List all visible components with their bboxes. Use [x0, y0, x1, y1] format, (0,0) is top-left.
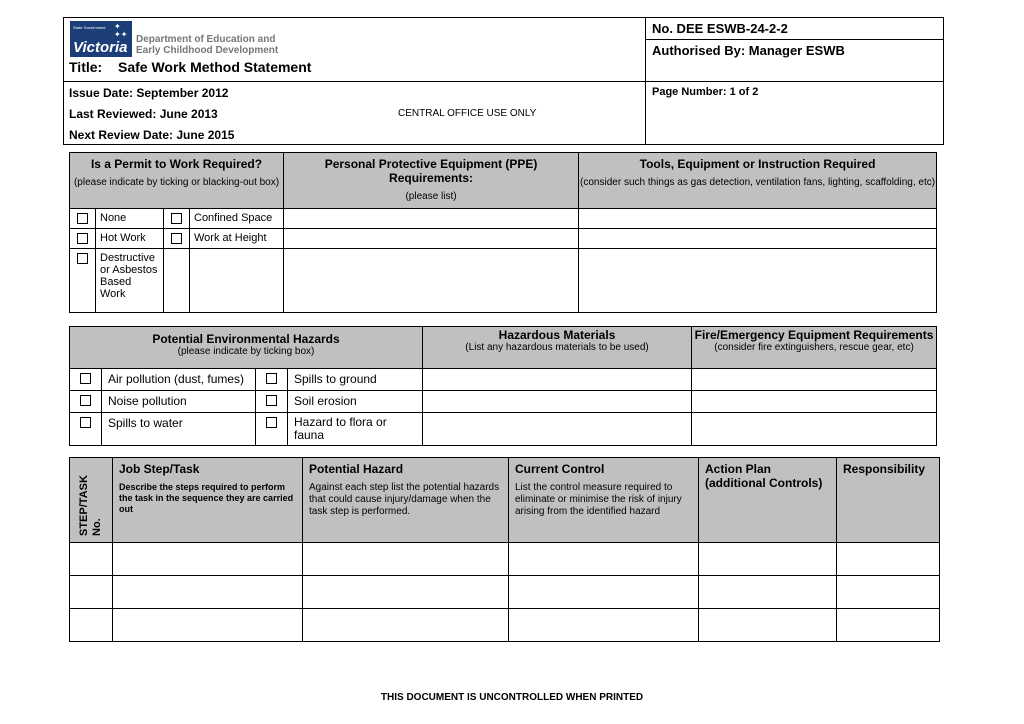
step-cell[interactable]	[699, 609, 837, 642]
next-review-date: Next Review Date: June 2015	[69, 128, 235, 142]
env-soil-erosion-checkbox[interactable]	[266, 395, 277, 406]
step-cell[interactable]	[837, 576, 940, 609]
step-cell[interactable]	[509, 543, 699, 576]
permit-title: Is a Permit to Work Required?	[90, 157, 263, 171]
fire-equipment-title: Fire/Emergency Equipment Requirements	[694, 328, 934, 342]
job-step-header	[113, 458, 303, 543]
permit-subtitle: (please indicate by ticking or blacking-out box)	[73, 177, 280, 188]
step-cell[interactable]	[837, 543, 940, 576]
environment-table	[69, 326, 937, 446]
step-cell[interactable]	[70, 609, 113, 642]
fire-equipment-field[interactable]	[692, 369, 937, 391]
step-cell[interactable]	[70, 543, 113, 576]
ppe-header	[284, 153, 579, 209]
footer-note: THIS DOCUMENT IS UNCONTROLLED WHEN PRINTED	[380, 692, 644, 703]
table-row	[70, 609, 940, 642]
steps-table	[69, 457, 940, 642]
permit-confined-space-label: Confined Space	[190, 209, 284, 229]
logo-small-text: State Government	[73, 25, 106, 30]
permit-destructive-checkbox[interactable]	[77, 253, 88, 264]
responsibility-header	[837, 458, 940, 543]
header-divider	[645, 39, 944, 40]
step-cell[interactable]	[509, 609, 699, 642]
job-step-title: Job Step/Task	[119, 462, 200, 476]
step-cell[interactable]	[837, 609, 940, 642]
ppe-field[interactable]	[284, 249, 579, 313]
env-noise-pollution-checkbox[interactable]	[80, 395, 91, 406]
victoria-logo	[70, 21, 132, 57]
step-cell[interactable]	[303, 609, 509, 642]
logo-text: Victoria	[73, 39, 128, 56]
permit-destructive-label: Destructive or Asbestos Based Work	[96, 249, 164, 313]
step-no-header	[70, 458, 113, 543]
potential-hazard-subtitle: Against each step list the potential hazards that could cause injury/damage when the task step is performed.	[309, 482, 500, 517]
env-air-pollution-checkbox[interactable]	[80, 373, 91, 384]
tools-title: Tools, Equipment or Instruction Required	[639, 157, 876, 171]
step-cell[interactable]	[303, 576, 509, 609]
tools-field[interactable]	[579, 209, 937, 229]
fire-equipment-field[interactable]	[692, 413, 937, 446]
page-number: Page Number: 1 of 2	[652, 86, 759, 98]
hazmat-field[interactable]	[423, 391, 692, 413]
tools-subtitle: (consider such things as gas detection, ventilation fans, lighting, scaffolding, etc)	[580, 177, 936, 188]
permit-work-at-height-label: Work at Height	[190, 229, 284, 249]
fire-equipment-subtitle: (consider fire extinguishers, rescue gear, etc)	[714, 342, 914, 353]
permit-header	[70, 153, 284, 209]
hazmat-field[interactable]	[423, 369, 692, 391]
authorised-by: Authorised By: Manager ESWB	[652, 43, 845, 58]
permit-table	[69, 152, 937, 313]
tools-field[interactable]	[579, 229, 937, 249]
fire-equipment-header	[692, 327, 937, 369]
env-air-pollution-label: Air pollution (dust, fumes)	[102, 369, 256, 391]
responsibility-title: Responsibility	[843, 462, 926, 476]
header-divider	[63, 81, 944, 82]
page-title: Safe Work Method Statement	[118, 59, 312, 75]
env-flora-fauna-label: Hazard to flora or fauna	[288, 413, 423, 446]
env-hazards-subtitle: (please indicate by ticking box)	[177, 346, 315, 357]
document-number: No. DEE ESWB-24-2-2	[652, 21, 788, 36]
step-cell[interactable]	[699, 576, 837, 609]
hazmat-header	[423, 327, 692, 369]
step-cell[interactable]	[699, 543, 837, 576]
permit-hot-work-checkbox[interactable]	[77, 233, 88, 244]
action-plan-header	[699, 458, 837, 543]
org-name-line1: Department of Education and	[136, 34, 276, 45]
hazmat-title: Hazardous Materials	[498, 328, 616, 342]
fire-equipment-field[interactable]	[692, 391, 937, 413]
env-hazards-header	[70, 327, 423, 369]
ppe-field[interactable]	[284, 229, 579, 249]
env-spills-water-checkbox[interactable]	[80, 417, 91, 428]
tools-header	[579, 153, 937, 209]
permit-none-label: None	[96, 209, 164, 229]
permit-none-checkbox[interactable]	[77, 213, 88, 224]
current-control-subtitle: List the control measure required to eliminate or minimise the risk of injury arising from the identified hazard	[515, 482, 682, 517]
step-cell[interactable]	[113, 543, 303, 576]
step-cell[interactable]	[113, 609, 303, 642]
env-spills-ground-label: Spills to ground	[288, 369, 423, 391]
table-row	[70, 543, 940, 576]
env-noise-pollution-label: Noise pollution	[102, 391, 256, 413]
potential-hazard-title: Potential Hazard	[309, 462, 404, 476]
tools-field[interactable]	[579, 249, 937, 313]
permit-hot-work-label: Hot Work	[96, 229, 164, 249]
step-no-label: STEP/TASK No.	[78, 475, 103, 536]
table-row	[70, 576, 940, 609]
step-cell[interactable]	[70, 576, 113, 609]
env-spills-water-label: Spills to water	[102, 413, 256, 446]
job-step-subtitle: Describe the steps required to perform the task in the sequence they are carried out	[119, 482, 294, 514]
hazmat-field[interactable]	[423, 413, 692, 446]
permit-work-at-height-checkbox[interactable]	[171, 233, 182, 244]
env-soil-erosion-label: Soil erosion	[288, 391, 423, 413]
env-hazards-title: Potential Environmental Hazards	[152, 332, 340, 346]
action-plan-title: Action Plan (additional Controls)	[705, 462, 823, 490]
step-cell[interactable]	[509, 576, 699, 609]
ppe-subtitle: (please list)	[405, 191, 457, 202]
step-cell[interactable]	[113, 576, 303, 609]
ppe-title: Personal Protective Equipment (PPE) Requirements:	[324, 157, 538, 185]
issue-date: Issue Date: September 2012	[69, 86, 229, 100]
env-spills-ground-checkbox[interactable]	[266, 373, 277, 384]
hazmat-subtitle: (List any hazardous materials to be used)	[465, 342, 649, 353]
central-office-note: CENTRAL OFFICE USE ONLY	[398, 108, 537, 119]
current-control-header	[509, 458, 699, 543]
ppe-field[interactable]	[284, 209, 579, 229]
logo-stars-icon: ✦ ✦✦	[114, 22, 128, 39]
permit-confined-space-checkbox[interactable]	[171, 213, 182, 224]
last-reviewed: Last Reviewed: June 2013	[69, 107, 218, 121]
title-label: Title:	[69, 59, 103, 75]
env-flora-fauna-checkbox[interactable]	[266, 417, 277, 428]
current-control-title: Current Control	[515, 462, 605, 476]
org-name-line2: Early Childhood Development	[136, 45, 279, 56]
potential-hazard-header	[303, 458, 509, 543]
step-cell[interactable]	[303, 543, 509, 576]
